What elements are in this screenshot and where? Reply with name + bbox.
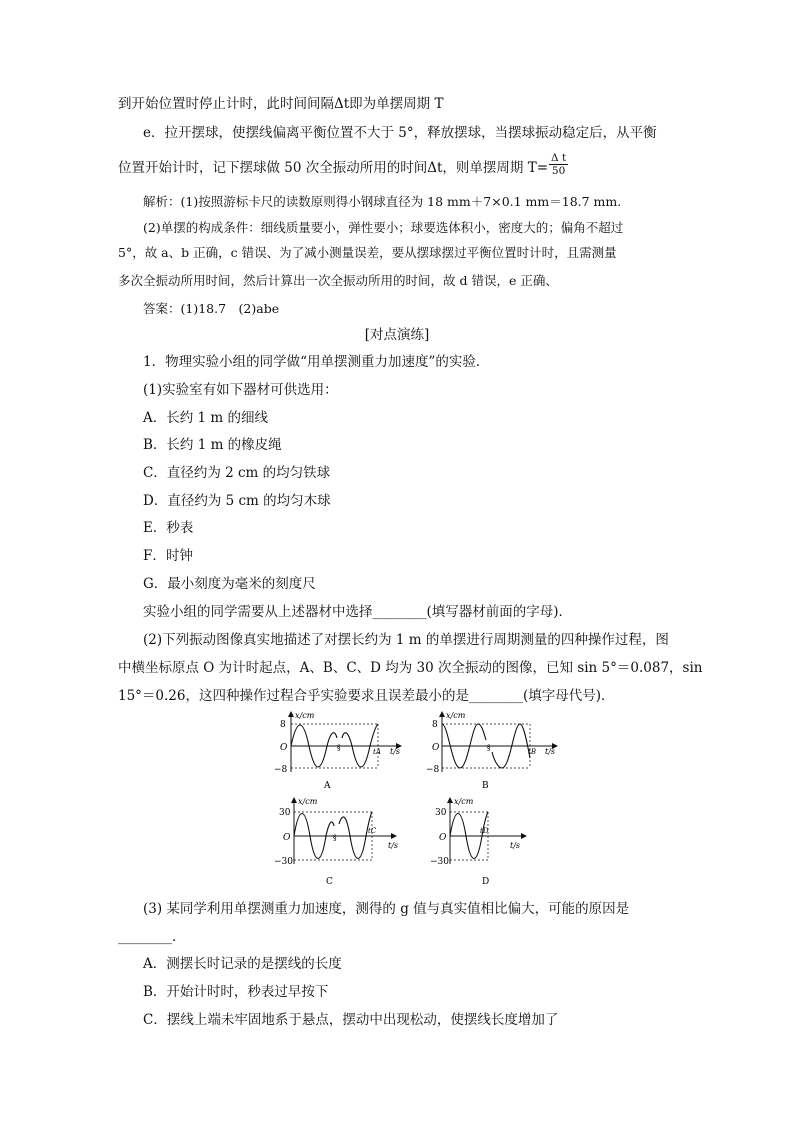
graph-caption: A bbox=[324, 781, 331, 791]
graph-b bbox=[424, 708, 569, 800]
graph-d-svg bbox=[428, 794, 538, 890]
sub-question: (2)下列振动图像真实地描述了对摆长约为 1 m 的单摆进行周期测量的四种操作过程，图 bbox=[143, 632, 669, 648]
analysis-line: 解析：(1)按照游标卡尺的读数原则得小钢球直径为 18 mm＋7×0.1 mm＝18.7 mm. bbox=[143, 194, 622, 209]
amp-label: 30 bbox=[435, 808, 447, 818]
text-line bbox=[118, 152, 568, 181]
x-axis-label: t/s bbox=[510, 841, 521, 850]
graph-a bbox=[268, 708, 413, 800]
graph-c-svg bbox=[274, 794, 409, 890]
text-fragment: 位置开始计时，记下摆球做 50 次全振动所用的时间Δt，则单摆周期 T= bbox=[118, 160, 549, 176]
graph-d bbox=[428, 794, 538, 894]
graph-caption: D bbox=[482, 877, 490, 887]
t-marker: tC bbox=[368, 827, 377, 835]
origin-label: O bbox=[439, 833, 447, 843]
text-line: 中横坐标原点 O 为计时起点，A、B、C、D 均为 30 次全振动的图像，已知 sin 5°＝0.087，sin bbox=[118, 660, 703, 676]
t-marker: tB bbox=[528, 748, 536, 756]
x-axis-label: t/s bbox=[545, 747, 556, 756]
t-marker: tA bbox=[373, 748, 381, 756]
graph-c bbox=[274, 794, 409, 894]
sub-question: (3) 某同学利用单摆测重力加速度，测得的 g 值与真实值相比偏大，可能的原因是 bbox=[143, 901, 630, 917]
fraction bbox=[549, 152, 568, 177]
option-g: G．最小刻度为毫米的刻度尺 bbox=[143, 576, 316, 592]
graph-caption: C bbox=[326, 877, 333, 887]
graph-b-svg bbox=[424, 708, 569, 796]
origin-label: O bbox=[283, 833, 291, 843]
option-d: D．直径约为 5 cm 的均匀木球 bbox=[143, 493, 331, 509]
wave bbox=[450, 812, 488, 859]
option-b: B．开始计时时，秒表过早按下 bbox=[143, 984, 329, 1000]
fill-blank-line: 实验小组的同学需要从上述器材中选择________(填写器材前面的字母)． bbox=[143, 604, 573, 620]
neg-amp-label: −30 bbox=[274, 857, 293, 867]
analysis-line: 多次全振动所用时间，然后计算出一次全振动所用的时间，故 d 错误，e 正确、 bbox=[118, 273, 558, 288]
option-f: F．时钟 bbox=[143, 548, 193, 564]
neg-amp-label: −8 bbox=[426, 765, 440, 775]
sub-question: (1)实验室有如下器材可供选用： bbox=[143, 382, 338, 398]
neg-amp-label: −30 bbox=[430, 857, 449, 867]
analysis-line: 5°，故 a、b 正确，c 错误、为了减小测量误差，要从摆球摆过平衡位置时计时，且需测量 bbox=[118, 245, 617, 260]
option-a: A．长约 1 m 的细线 bbox=[143, 410, 269, 426]
amp-label: 8 bbox=[432, 720, 438, 730]
x-axis-label: t/s bbox=[388, 841, 399, 850]
break-mark: § bbox=[487, 744, 491, 752]
t-marker: tD bbox=[480, 827, 489, 835]
analysis-line: (2)单摆的构成条件：细线质量要小，弹性要小；球要选体积小，密度大的；偏角不超过 bbox=[143, 220, 624, 235]
amp-label: 8 bbox=[280, 720, 286, 730]
y-axis-label: x/cm bbox=[295, 711, 315, 720]
text-line: e．拉开摆球，使摆线偏离平衡位置不大于 5°，释放摆球，当摆球振动稳定后，从平衡 bbox=[143, 125, 657, 141]
neg-amp-label: −8 bbox=[274, 765, 288, 775]
wave bbox=[339, 812, 372, 859]
y-axis-label: x/cm bbox=[298, 797, 318, 806]
fill-blank-line: ________． bbox=[118, 929, 186, 945]
y-axis-label: x/cm bbox=[446, 711, 466, 720]
option-e: E．秒表 bbox=[143, 520, 194, 536]
question-stem: 1．物理实验小组的同学做“用单摆测重力加速度”的实验． bbox=[143, 354, 490, 370]
origin-label: O bbox=[432, 743, 440, 753]
text-line: 到开始位置时停止计时，此时间间隔Δt即为单摆周期 T bbox=[118, 96, 444, 112]
break-mark: § bbox=[337, 744, 341, 752]
break-mark: § bbox=[333, 834, 337, 842]
option-c: C．直径约为 2 cm 的均匀铁球 bbox=[143, 465, 331, 481]
amp-label: 30 bbox=[279, 808, 291, 818]
x-axis-label: t/s bbox=[390, 747, 401, 756]
fraction-numerator: Δ t bbox=[551, 152, 567, 164]
option-c: C．摆线上端未牢固地系于悬点，摆动中出现松动，使摆线长度增加了 bbox=[143, 1012, 559, 1028]
text-line: 15°＝0.26，这四种操作过程合乎实验要求且误差最小的是________(填字母代号)． bbox=[118, 688, 615, 704]
option-b: B．长约 1 m 的橡皮绳 bbox=[143, 437, 282, 453]
graph-caption: B bbox=[482, 781, 489, 791]
origin-label: O bbox=[280, 743, 288, 753]
option-a: A．测摆长时记录的是摆线的长度 bbox=[143, 956, 342, 972]
graph-a-svg bbox=[268, 708, 413, 796]
section-title: [对点演练] bbox=[364, 327, 430, 343]
y-axis-label: x/cm bbox=[454, 797, 474, 806]
answer-line: 答案：(1)18.7 (2)abe bbox=[143, 301, 280, 316]
fraction-denominator: 50 bbox=[551, 165, 566, 177]
